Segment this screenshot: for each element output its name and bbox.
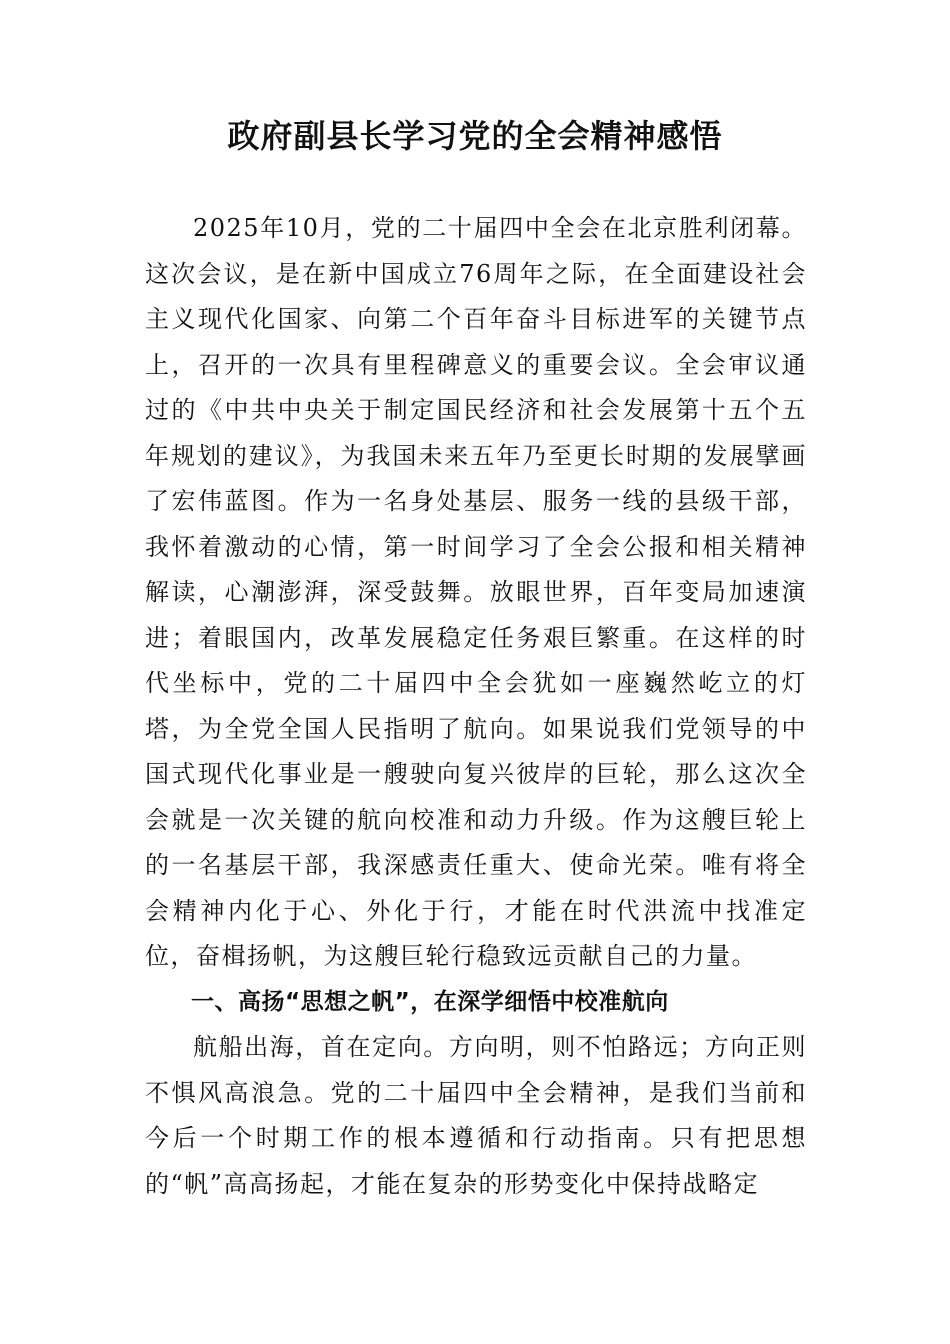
section-paragraph: 航船出海，首在定向。方向明，则不怕路远；方向正则不惧风高浪急。党的二十届四中全会精神，是我们当前和今后一个时期工作的根本遵循和行动指南。只有把思想的“帆”高高扬起，才能在复杂的形势变化中保持战略定 [145, 1033, 807, 1198]
document-body [145, 206, 807, 1207]
document-title: 政府副县长学习党的全会精神感悟 [227, 117, 723, 155]
section-heading: 一、高扬“思想之帆”，在深学细悟中校准航向 [191, 988, 669, 1015]
intro-paragraph: 2025年10月，党的二十届四中全会在北京胜利闭幕。这次会议，是在新中国成立76周年之际，在全面建设社会主义现代化国家、向第二个百年奋斗目标进军的关键节点上，召开的一次具有里程碑意义的重要会议。全会审议通过的《中共中央关于制定国民经济和社会发展第十五个五年规划的建议》，为我国未来五年乃至更长时期的发展擘画了宏伟蓝图。作为一名身处基层、服务一线的县级干部，我怀着激动的心情，第一时间学习了全会公报和相关精神解读，心潮澎湃，深受鼓舞。放眼世界，百年变局加速演进；着眼国内，改革发展稳定任务艰巨繁重。在这样的时代坐标中，党的二十届四中全会犹如一座巍然屹立的灯塔，为全党全国人民指明了航向。如果说我们党领导的中国式现代化事业是一艘驶向复兴彼岸的巨轮，那么这次全会就是一次关键的航向校准和动力升级。作为这艘巨轮上的一名基层干部，我深感责任重大、使命光荣。唯有将全会精神内化于心、外化于行，才能在时代洪流中找准定位，奋楫扬帆，为这艘巨轮行稳致远贡献自己的力量。 [145, 214, 807, 970]
